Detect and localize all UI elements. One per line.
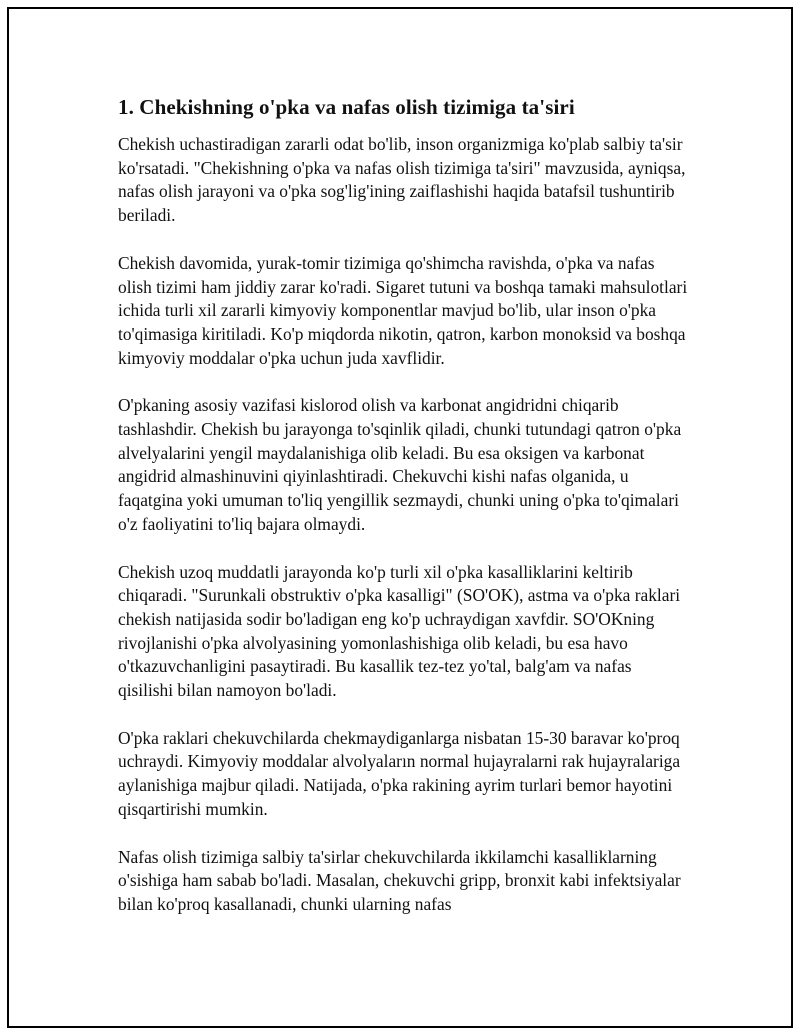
paragraph-4: Chekish uzoq muddatli jarayonda ko'p turli xil o'pka kasalliklarini keltirib chiqaradi. "Surunkali obstruktiv o'pka kasalligi" (SO'OK), astma va o'pka raklari chekish natijasida sodir bo'ladigan eng ko'p uchraydigan xavfdir. SO'OKning rivojlanishi o'pka alvolyasining yomonlashishiga olib keladi, bu esa havo o'tkazuvchanligini pasaytiradi. Bu kasallik tez-tez yo'tal, balg'am va nafas qisilishi bilan namoyon bo'ladi. — [118, 561, 681, 701]
paragraph-1: Chekish uchastiradigan zararli odat bo'lib, inson organizmiga ko'plab salbiy ta'sir ko'rsatadi. "Chekishning o'pka va nafas olish tizimiga ta'siri" mavzusida, ayniqsa, nafas olish jarayoni va o'pka sog'lig'ining zaiflashishi haqida batafsil tushuntirib beriladi. — [118, 134, 686, 226]
document-body — [118, 94, 688, 941]
paragraph-3: O'pkaning asosiy vazifasi kislorod olish va karbonat angidridni chiqarib tashlashdir. Chekish bu jarayonga to'sqinlik qiladi, chunki tutundagi qatron o'pka alvelyalarini yengil maydalanishiga olib keladi. Bu esa oksigen va karbonat angidrid almashinuvini qiyinlashtiradi. Chekuvchi kishi nafas olganida, u faqatgina yoki umuman to'liq yengillik sezmaydi, chunki uning o'pka to'qimalari o'z faoliyatini to'liq bajara olmaydi. — [118, 395, 682, 534]
paragraph-2: Chekish davomida, yurak-tomir tizimiga qo'shimcha ravishda, o'pka va nafas olish tizimi ham jiddiy zarar ko'radi. Sigaret tutuni va boshqa tamaki mahsulotlari ichida turli xil zararli kimyoviy komponentlar mavjud bo'lib, ular inson o'pka to'qimasiga kiritiladi. Ko'p miqdorda nikotin, qatron, karbon monoksid va boshqa kimyoviy moddalar o'pka uchun juda xavflidir. — [118, 252, 688, 368]
section-heading: 1. Chekishning o'pka va nafas olish tizimiga ta'siri — [118, 95, 575, 119]
paragraph-6: Nafas olish tizimiga salbiy ta'sirlar chekuvchilarda ikkilamchi kasalliklarning o'sishiga ham sabab bo'ladi. Masalan, chekuvchi gripp, bronxit kabi infektsiyalar bilan ko'proq kasallanadi, chunki ularning nafas — [118, 846, 681, 914]
paragraph-5: O'pka raklari chekuvchilarda chekmaydiganlarga nisbatan 15-30 baravar ko'proq uchraydi. Kimyoviy moddalar alvolyaların normal hujayralarni rak hujayralariga aylanishiga majbur qiladi. Natijada, o'pka rakining ayrim turlari bemor hayotini qisqartirishi mumkin. — [118, 727, 681, 819]
